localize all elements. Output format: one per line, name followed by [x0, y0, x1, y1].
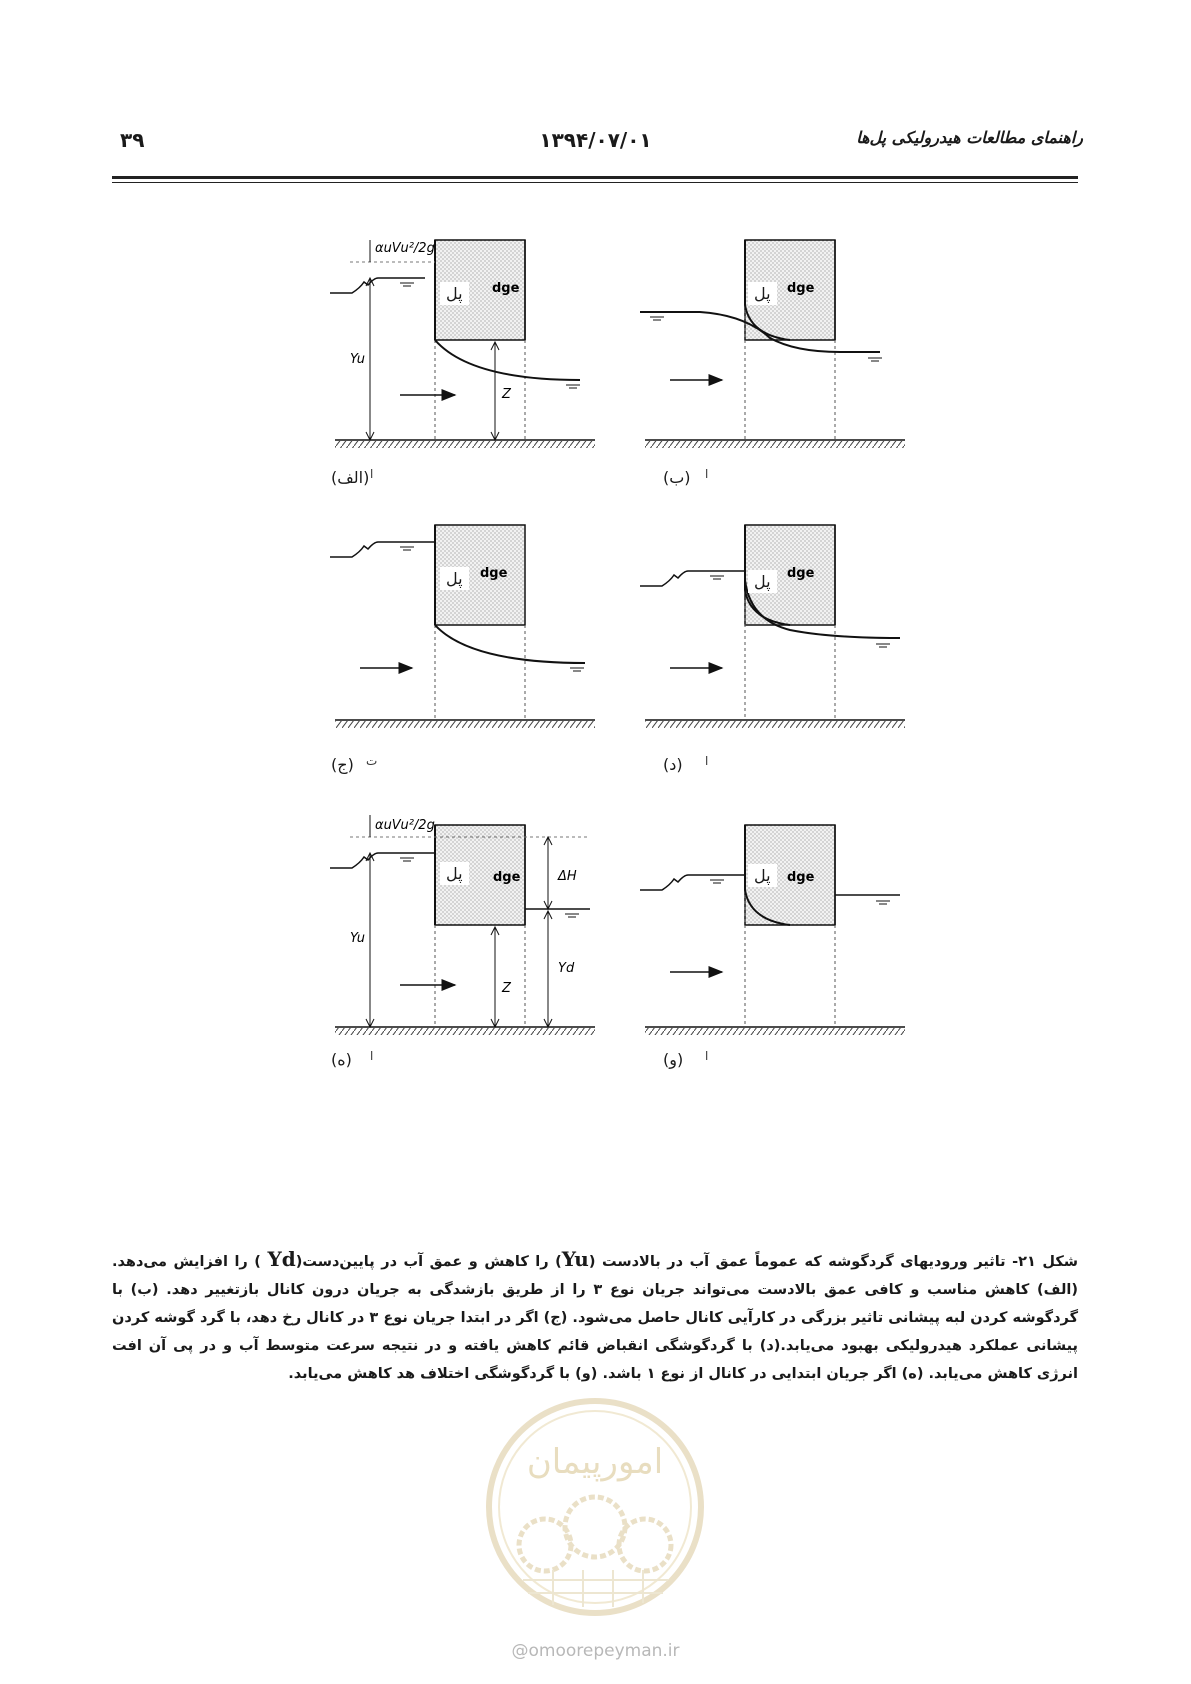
caption-symbol-yd: Yd	[267, 1247, 296, 1271]
bridge-residue-text: dge	[480, 566, 508, 581]
velocity-head-label: αuVu²/2g	[375, 241, 435, 256]
bridge-residue-text: dge	[787, 281, 815, 296]
opening-height-label: Z	[502, 387, 511, 402]
opening-height-label: Z	[502, 981, 511, 996]
bridge-residue-text: dge	[492, 281, 520, 296]
head-loss-label: ΔH	[558, 869, 577, 884]
caption-text: ) را افزایش می‌دهد. (الف) کاهش مناسب و کافی عمق بالادست می‌تواند جریان نوع ۳ را از طریق بازشدگی به جریان درون کانال بازتغییر دهد. (ب) با گردگوشه کردن لبه پیشانی تاثیر بزرگی در کارآیی کانال حاصل می‌شود. (ج) اگر در ابتدا جریان نوع ۳ در کانال رخ دهد، با گرد گوشه کردن پیشانی عملکرد هیدرولیکی بهبود می‌یابد.(د) با گردگوشگی انقباض قائم کاهش یافته و در نتیجه سرعت متوسط آب و در پی آن افت انرژی کاهش می‌یابد. (ه) اگر جریان ابتدایی در کانال از نوع ۱ باشد. (و) با گردگوشگی اختلاف هد کاهش می‌یابد.	[112, 1254, 1079, 1382]
upstream-depth-label: Yu	[350, 931, 365, 946]
bridge-residue-text: dge	[787, 870, 815, 885]
bridge-residue-text: dge	[787, 566, 815, 581]
panel-label-be: (ب)	[663, 468, 691, 487]
watermark-logo	[483, 1395, 708, 1620]
bridge-label: پل	[440, 282, 469, 305]
bridge-label: پل	[748, 570, 777, 593]
header-title: راهنمای مطالعات هیدرولیکی پل‌ها	[856, 128, 1083, 147]
panel-he-diagram	[330, 815, 600, 1045]
panel-vav-diagram	[640, 815, 910, 1045]
bridge-label: پل	[748, 282, 777, 305]
watermark-logo-text: امورپیمان	[526, 1442, 664, 1482]
caption-text: شکل ۲۱- تاثیر ورودیهای گردگوشه که عموماً عمق آب در بالادست (	[588, 1254, 1079, 1270]
velocity-head-label: αuVu²/2g	[375, 818, 435, 833]
panel-be-diagram	[640, 230, 910, 460]
stray-char: ا	[705, 754, 709, 768]
upstream-depth-label: Yu	[350, 352, 365, 367]
panel-label-jim: (ج)	[331, 755, 354, 774]
bridge-label: پل	[440, 862, 469, 885]
panel-label-dal: (د)	[663, 755, 683, 774]
watermark-url: @omoorepeyman.ir	[511, 1641, 680, 1661]
stray-char: ا	[370, 467, 374, 481]
panel-dal-diagram	[640, 520, 910, 750]
panel-label-he: (ه)	[331, 1050, 352, 1069]
bridge-label: پل	[748, 864, 777, 887]
header-rule-thick	[112, 176, 1078, 179]
stray-char: ا	[370, 1049, 374, 1063]
figure-caption	[112, 1245, 1078, 1388]
stray-char: ا	[705, 1049, 709, 1063]
caption-symbol-yu: Yu	[561, 1247, 589, 1271]
panel-jim-diagram	[330, 520, 600, 750]
bridge-residue-text: dge	[493, 870, 521, 885]
page-number: ۳۹	[120, 128, 145, 152]
caption-text: ) را کاهش و عمق آب در پایین‌دست(	[295, 1254, 562, 1270]
stray-char: ت	[366, 754, 378, 768]
bridge-label: پل	[440, 567, 469, 590]
downstream-depth-label: Yd	[558, 961, 575, 976]
header-rule-thin	[112, 182, 1078, 183]
stray-char: ا	[705, 467, 709, 481]
panel-alef-diagram	[330, 230, 600, 460]
header-date: ۱۳۹۴/۰۷/۰۱	[539, 128, 652, 152]
panel-label-alef: (الف)	[331, 468, 370, 487]
panel-label-vav: (و)	[663, 1050, 684, 1069]
